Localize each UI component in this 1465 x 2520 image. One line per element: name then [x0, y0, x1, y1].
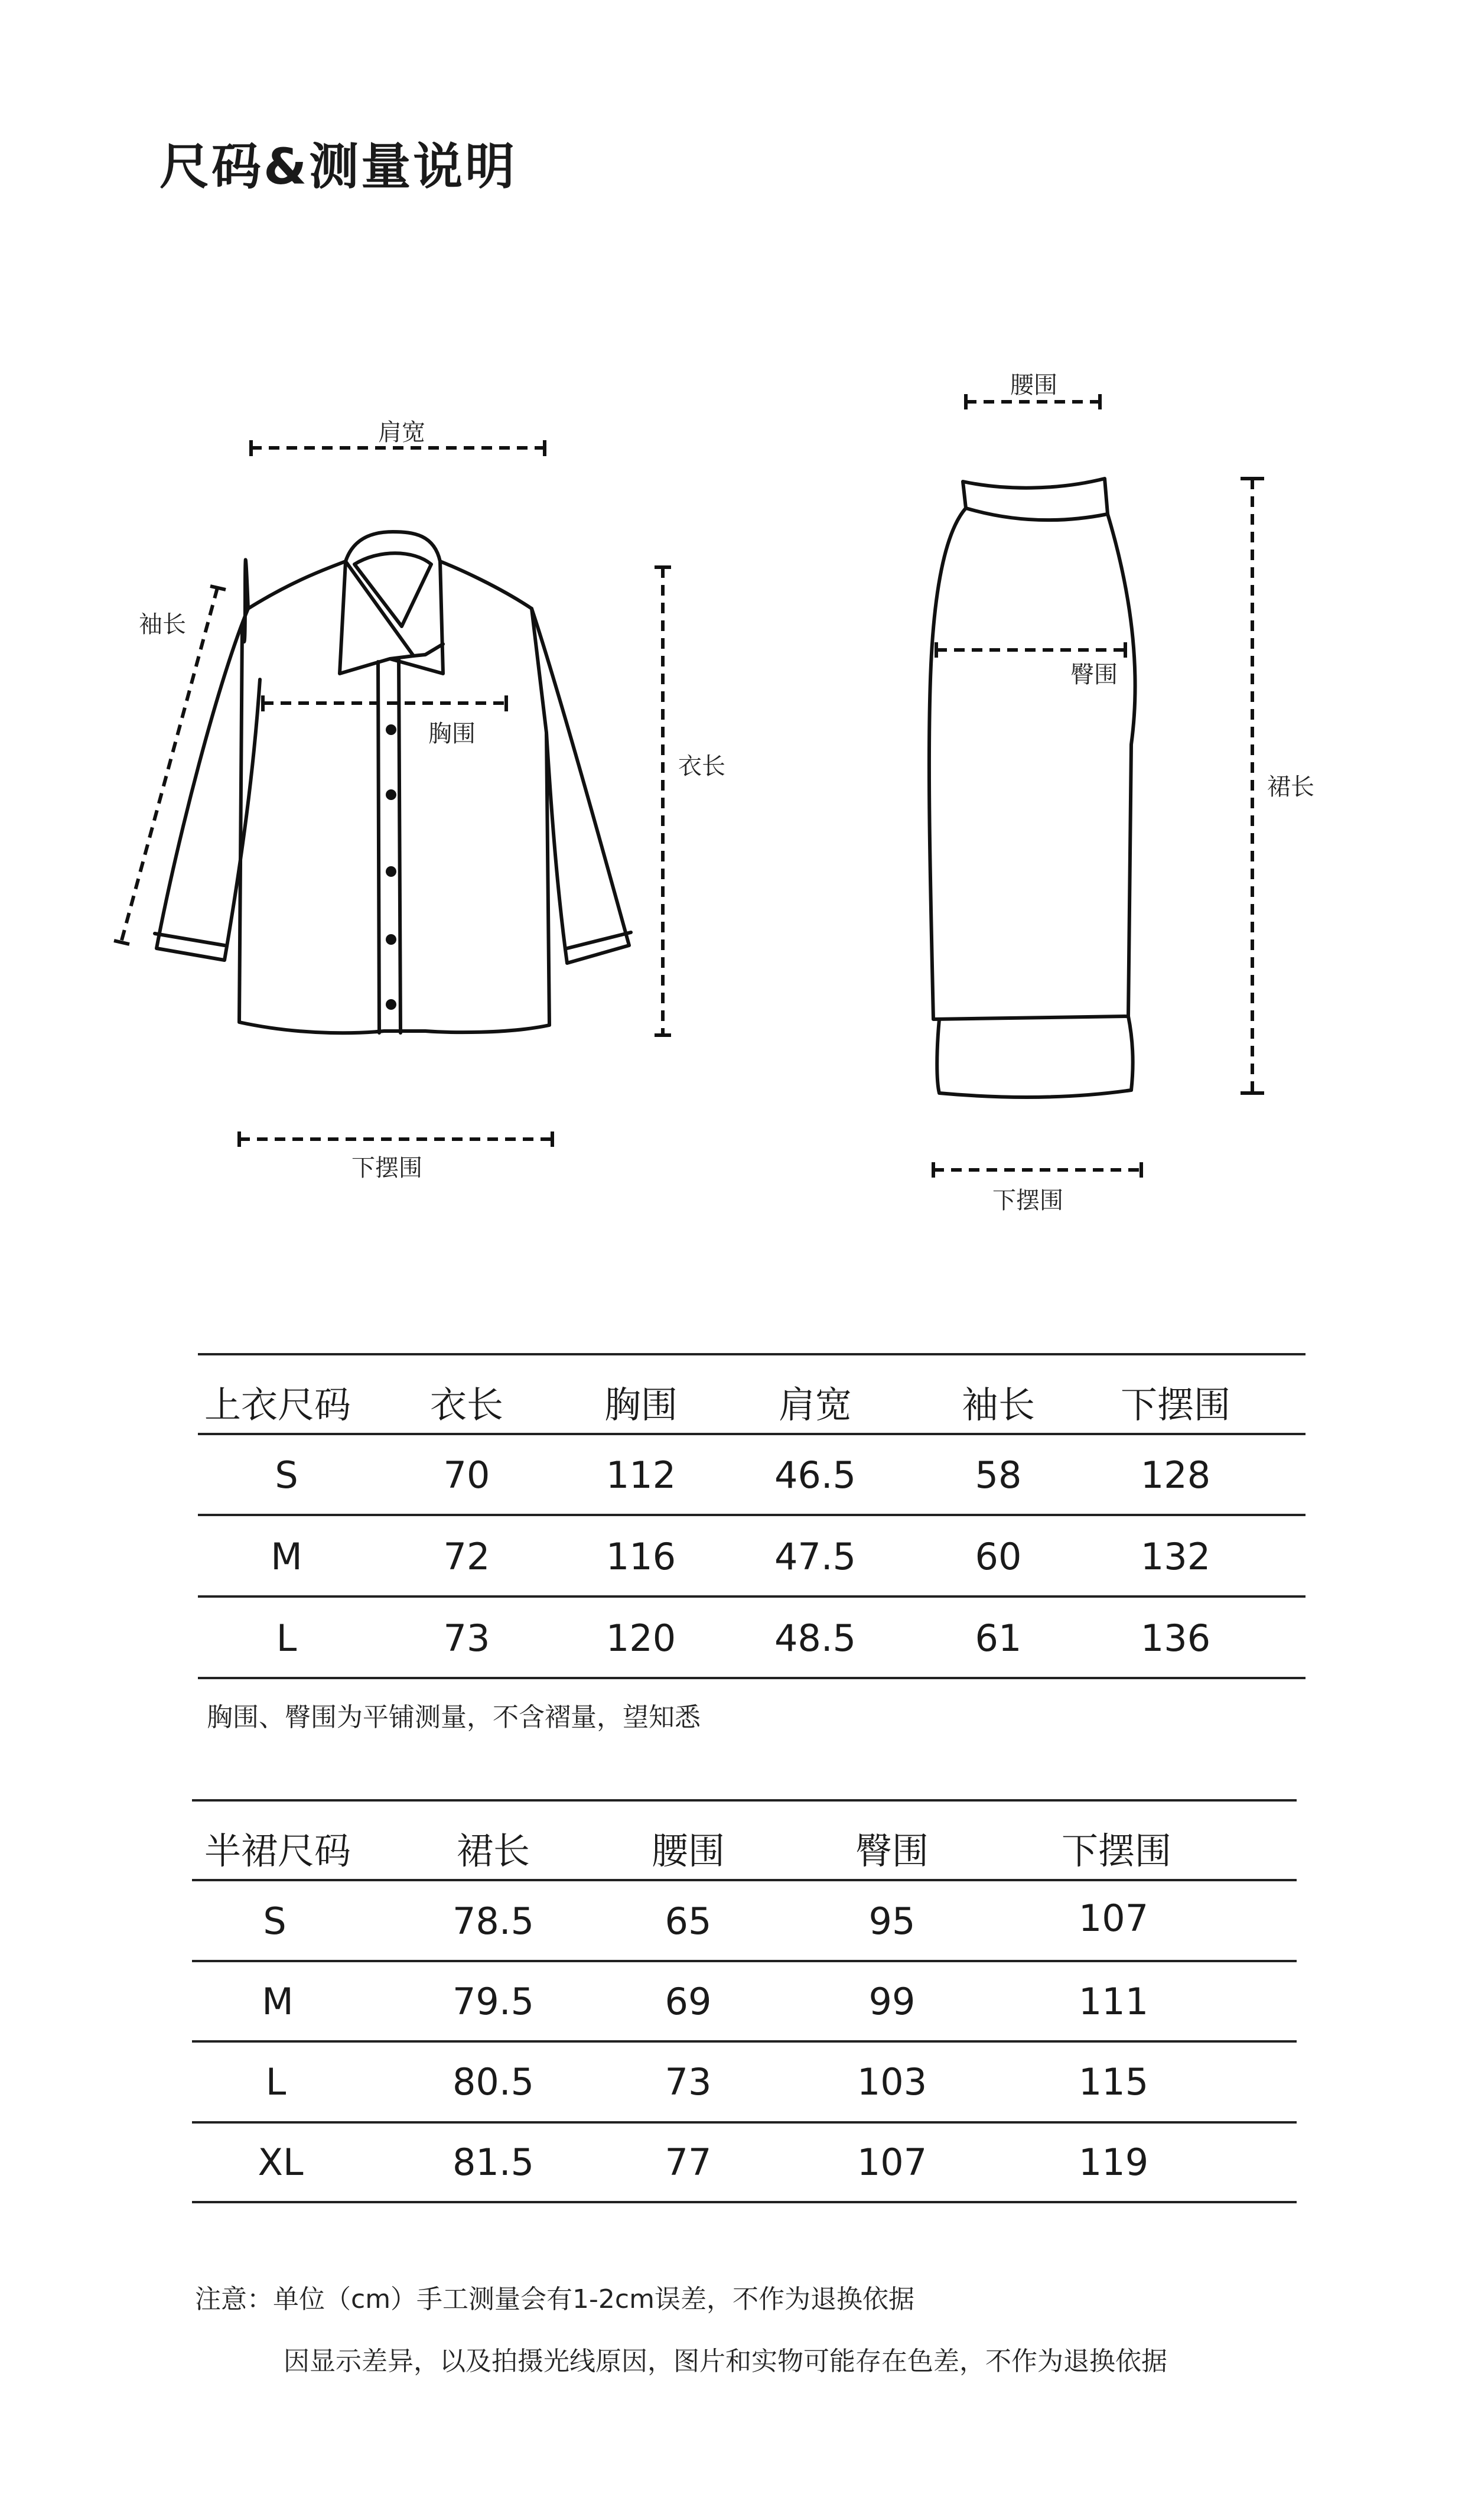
table-cell: 77	[665, 2141, 712, 2184]
shirt-left-sleeve	[157, 609, 260, 960]
table-cell: 120	[605, 1617, 676, 1660]
table-cell: 112	[605, 1454, 676, 1497]
table-cell: 61	[975, 1617, 1022, 1660]
table-cell: XL	[258, 2141, 304, 2184]
top-header-length: 衣长	[429, 1383, 504, 1426]
top-header-sleeve: 袖长	[961, 1383, 1036, 1426]
skirt-header-hip: 臀围	[855, 1829, 929, 1872]
table-cell: 103	[857, 2060, 927, 2103]
waist-label: 腰围	[1010, 372, 1057, 399]
top-hem-label: 下摆围	[351, 1155, 422, 1182]
table-cell: M	[262, 1980, 294, 2023]
table-cell: 136	[1140, 1617, 1211, 1660]
table-cell: 128	[1140, 1454, 1211, 1497]
skirt-hem-label: 下摆围	[992, 1187, 1063, 1214]
table-cell: M	[271, 1535, 302, 1578]
skirt-lining	[937, 1016, 1132, 1097]
top-header-shoulder: 肩宽	[778, 1383, 852, 1426]
shirt-collar	[340, 561, 443, 674]
table-cell: 46.5	[774, 1454, 857, 1497]
table-cell: 111	[1078, 1980, 1149, 2023]
table-cell: 99	[868, 1980, 916, 2023]
table-cell: 107	[857, 2141, 927, 2184]
skirt-header-hem: 下摆围	[1061, 1829, 1172, 1872]
top-header-chest: 胸围	[604, 1383, 678, 1426]
table-cell: L	[265, 2060, 287, 2103]
chest-label: 胸围	[428, 720, 476, 747]
table-cell: 60	[975, 1535, 1022, 1578]
top-length-label: 衣长	[678, 753, 725, 780]
hip-label: 臀围	[1070, 661, 1118, 688]
table-cell: S	[263, 1900, 287, 1943]
table-cell: 115	[1078, 2060, 1149, 2103]
table-cell: 73	[665, 2060, 712, 2103]
table-cell: 78.5	[452, 1900, 535, 1943]
table-cell: 47.5	[774, 1535, 857, 1578]
table-cell: 107	[1078, 1897, 1149, 1940]
page-title: 尺码&测量说明	[159, 138, 517, 196]
sleeve-label: 袖长	[139, 611, 186, 638]
table-cell: 116	[605, 1535, 676, 1578]
table-cell: 81.5	[452, 2141, 535, 2184]
skirt-length-label: 裙长	[1267, 773, 1314, 801]
skirt-outline	[929, 479, 1135, 1019]
table-cell: 119	[1078, 2141, 1149, 2184]
table-cell: 58	[975, 1454, 1022, 1497]
top-header-size: 上衣尺码	[204, 1383, 351, 1426]
skirt-header-length: 裙长	[456, 1829, 530, 1872]
table-cell: 80.5	[452, 2060, 535, 2103]
table-cell: 65	[665, 1900, 712, 1943]
skirt-header-waist: 腰围	[651, 1829, 725, 1872]
shoulder-label: 肩宽	[378, 419, 425, 446]
table-cell: 72	[443, 1535, 490, 1578]
table-cell: 132	[1140, 1535, 1211, 1578]
top-header-hem: 下摆围	[1120, 1383, 1231, 1426]
skirt-size-table	[192, 1799, 1297, 2207]
skirt-header-size: 半裙尺码	[204, 1829, 351, 1872]
table-cell: 79.5	[452, 1980, 535, 2023]
table-cell: 69	[665, 1980, 712, 2023]
table-cell: 48.5	[774, 1617, 857, 1660]
top-table-note: 胸围、臀围为平铺测量，不含褶量，望知悉	[207, 1702, 701, 1732]
table-cell: 70	[443, 1454, 490, 1497]
table-cell: 73	[443, 1617, 490, 1660]
table-cell: S	[275, 1454, 298, 1497]
table-cell: 95	[868, 1900, 916, 1943]
footer-note-measurement: 注意：单位（cm）手工测量会有1-2cm误差，不作为退换依据	[195, 2284, 914, 2314]
footer-note-color: 因显示差异，以及拍摄光线原因，图片和实物可能存在色差，不作为退换依据	[284, 2346, 1167, 2376]
table-cell: L	[276, 1617, 297, 1660]
top-size-table	[198, 1353, 1306, 1684]
